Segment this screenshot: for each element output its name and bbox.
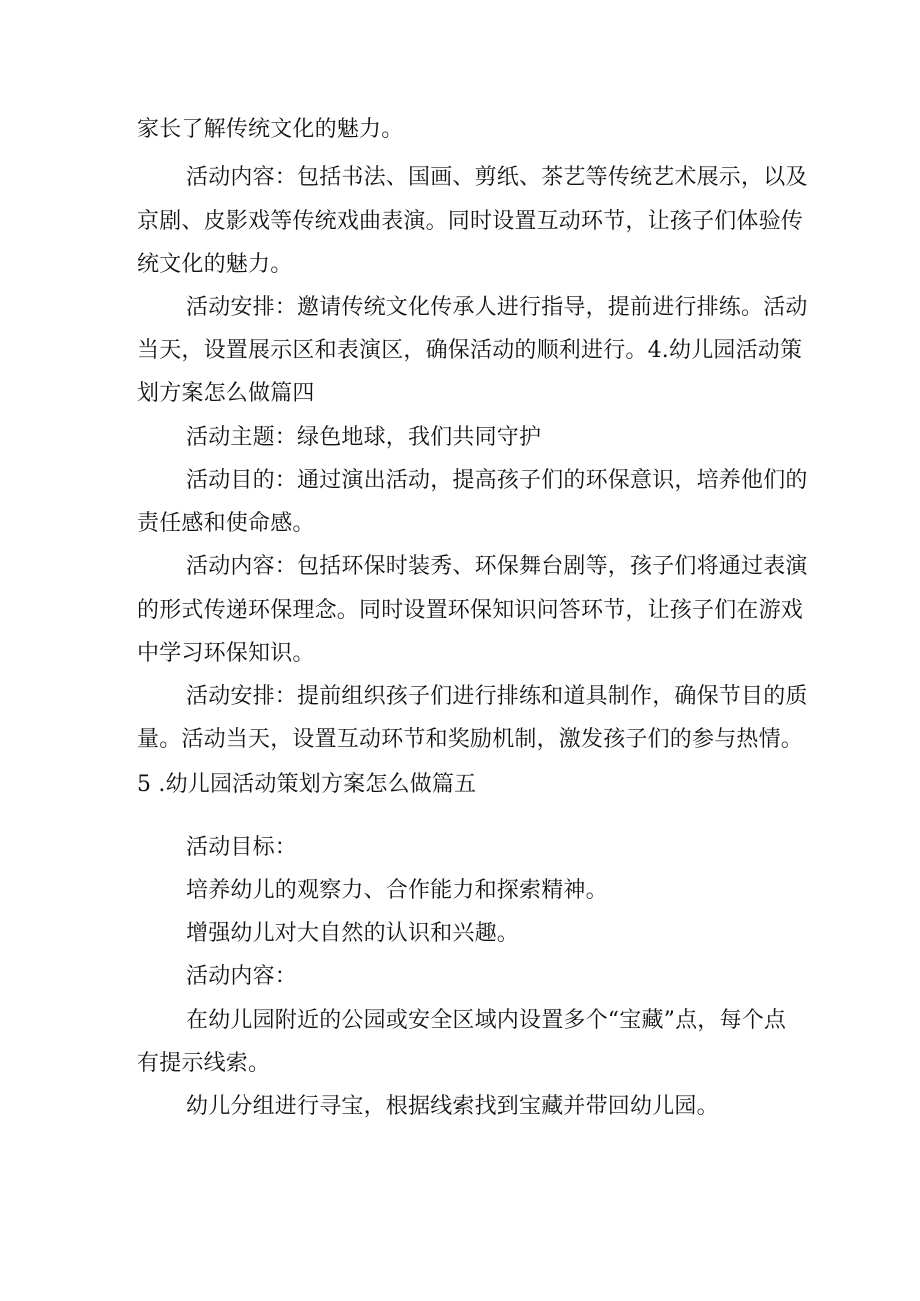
text-line-12: 的形式传递环保理念。同时设置环保知识问答环节，让孩子们在游戏	[137, 598, 804, 623]
text-line-19: 增强幼儿对大自然的认识和兴趣。	[186, 921, 520, 946]
text-line-5: 活动安排：邀请传统文化传承人进行指导，提前进行排练。活动	[186, 295, 808, 320]
text-line-18: 培养幼儿的观察力、合作能力和探索精神。	[186, 878, 608, 903]
text-line-23: 幼儿分组进行寻宝，根据线索找到宝藏并带回幼儿园。	[186, 1094, 719, 1119]
text-line-10: 责任感和使命感。	[137, 511, 315, 536]
text-line-14: 活动安排：提前组织孩子们进行排练和道具制作，确保节目的质	[186, 684, 808, 709]
text-line-2: 活动内容：包括书法、国画、剪纸、茶艺等传统艺术展示，以及	[186, 165, 808, 190]
text-line-6: 当天，设置展示区和表演区，确保活动的顺利进行。4.幼儿园活动策	[137, 338, 803, 363]
text-line-13: 中学习环保知识。	[137, 641, 315, 666]
text-line-4: 统文化的魅力。	[137, 252, 293, 277]
text-line-15: 量。活动当天，设置互动环节和奖励机制，激发孩子们的参与热情。	[137, 727, 804, 752]
text-line-17: 活动目标：	[186, 835, 298, 860]
text-line-20: 活动内容：	[186, 964, 298, 989]
section-heading: 5 .幼儿园活动策划方案怎么做篇五	[137, 772, 477, 797]
text-line-1: 家长了解传统文化的魅力。	[137, 117, 404, 142]
text-line-8: 活动主题：绿色地球，我们共同守护	[186, 425, 542, 450]
text-line-9: 活动目的：通过演出活动，提高孩子们的环保意识，培养他们的	[186, 468, 808, 493]
text-line-11: 活动内容：包括环保时装秀、环保舞台剧等，孩子们将通过表演	[186, 554, 808, 579]
text-line-21: 在幼儿园附近的公园或安全区域内设置多个“宝藏”点，每个点	[186, 1008, 787, 1033]
text-line-3: 京剧、皮影戏等传统戏曲表演。同时设置互动环节，让孩子们体验传	[137, 209, 804, 234]
text-line-22: 有提示线索。	[137, 1051, 271, 1076]
text-line-7: 划方案怎么做篇四	[137, 381, 315, 406]
